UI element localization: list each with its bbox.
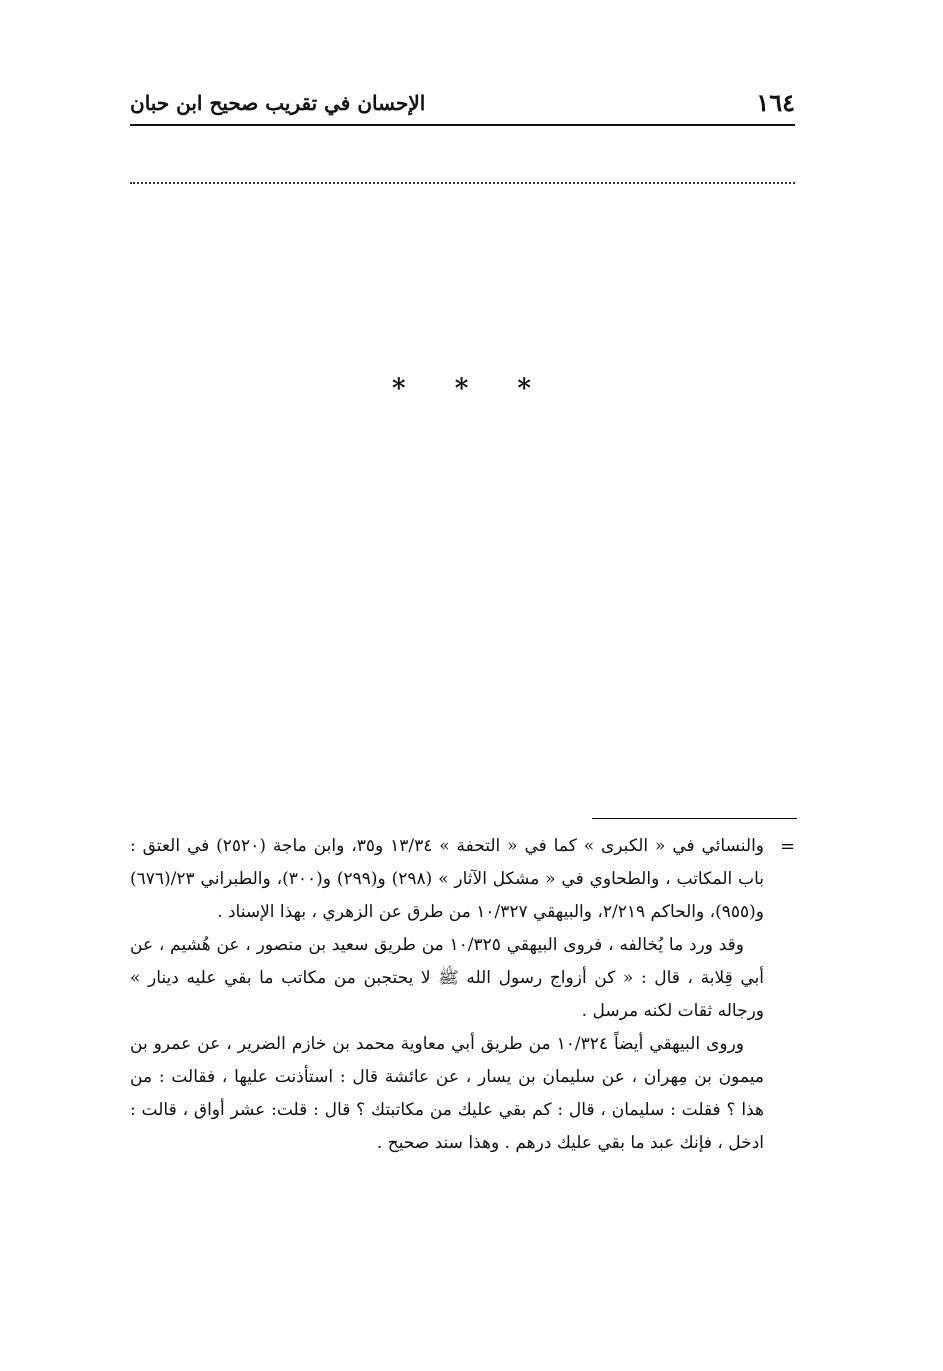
footnotes [130,830,764,1160]
footnote-paragraph: والنسائي في « الكبرى » كما في « التحفة » ١٣/٣٤ و٣٥، وابن ماجة (٢٥٢٠) في العتق : باب المكاتب ، والطحاوي في « مشكل الآثار » (٢٩٨) و(٢٩٩) و(٣٠٠)، والطبراني ٢٣/(٦٧٦) و(٩٥٥)، والحاكم ٢/٢١٩، والبيهقي ١٠/٣٢٧ من طرق عن الزهري ، بهذا الإسناد . [130,836,765,922]
page-number: ١٦٤ [756,88,795,117]
footnote-continuation-marker: = [780,836,796,857]
footnote-paragraph: وقد ورد ما يُخالفه ، فروى البيهقي ١٠/٣٢٥ من طريق سعيد بن منصور ، عن هُشيم ، عن أبي قِلابة ، قال : « كن أزواج رسول الله ﷺ لا يحتجبن من مكاتب ما بقي عليه دينار » ورجاله ثقات لكنه مرسل . [130,935,764,1021]
section-separator: * * * [392,374,551,404]
header-rule [130,124,795,126]
page-header [130,86,795,124]
footnote-paragraph: وروى البيهقي أيضاً ١٠/٣٢٤ من طريق أبي معاوية محمد بن خازم الضرير ، عن عمرو بن ميمون بن مِهران ، عن سليمان بن يسار ، عن عائشة قال : استأذنت عليها ، فقالت : من هذا ؟ فقلت : سليمان ، قال : كم بقي عليك من مكاتبتك ؟ قال : قلت: عشر أواق ، قالت : ادخل ، فإنك عبد ما بقي عليك درهم . وهذا سند صحيح . [130,1034,764,1153]
footnote-rule [592,818,797,819]
running-title: الإحسان في تقريب صحيح ابن حبان [130,91,426,115]
dotted-line [130,182,795,184]
